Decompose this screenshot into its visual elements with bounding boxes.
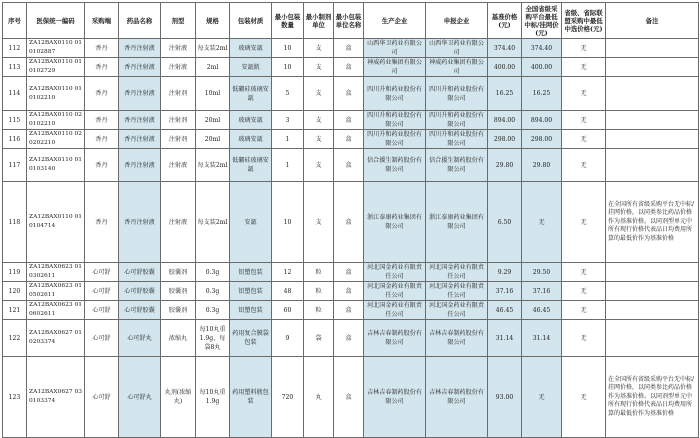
table-row bbox=[3, 301, 699, 320]
header-buyer: 采购端 bbox=[85, 3, 119, 39]
cell-form: 注射剂 bbox=[161, 111, 196, 130]
cell-name: 香丹注射液 bbox=[119, 182, 161, 263]
cell-min-bid: 29.80 bbox=[522, 149, 562, 182]
cell-name: 香丹注射液 bbox=[119, 149, 161, 182]
cell-spec: 每10丸重1.9g，每袋8丸 bbox=[196, 320, 230, 357]
cell-base-price: 46.45 bbox=[488, 301, 522, 320]
cell-base-price: 93.00 bbox=[488, 357, 522, 438]
table-row bbox=[3, 77, 699, 111]
cell-buyer: 香丹 bbox=[85, 39, 119, 58]
cell-mfr: 山西华卫药业有限公司 bbox=[364, 39, 426, 58]
header-mfr: 生产企业 bbox=[364, 3, 426, 39]
cell-pack-unit: 盒 bbox=[334, 111, 364, 130]
cell-qty: 10 bbox=[272, 39, 304, 58]
cell-pack-unit: 盒 bbox=[334, 320, 364, 357]
cell-min-bid: 46.45 bbox=[522, 301, 562, 320]
cell-min-bid: 894.00 bbox=[522, 111, 562, 130]
cell-qty: 3 bbox=[272, 111, 304, 130]
cell-code: ZA12BAX0623 010602611 bbox=[27, 301, 85, 320]
cell-spec: 0.3g bbox=[196, 263, 230, 282]
cell-name: 香丹注射液 bbox=[119, 58, 161, 77]
cell-spec: 0.3g bbox=[196, 282, 230, 301]
cell-buyer: 心可舒 bbox=[85, 263, 119, 282]
cell-name: 心可舒胶囊 bbox=[119, 263, 161, 282]
cell-min-bid: 37.16 bbox=[522, 282, 562, 301]
cell-mfr: 吉林吉春制药股份有限公司 bbox=[364, 357, 426, 438]
cell-unit: 支 bbox=[304, 111, 334, 130]
header-base-price: 基准价格(元) bbox=[488, 3, 522, 39]
cell-qty: 9 bbox=[272, 320, 304, 357]
cell-spec: 每支装2ml bbox=[196, 39, 230, 58]
cell-base-price: 16.25 bbox=[488, 77, 522, 111]
cell-mfr: 河北国金药业有限责任公司 bbox=[364, 263, 426, 282]
cell-qty: 48 bbox=[272, 282, 304, 301]
table-row bbox=[3, 182, 699, 263]
header-qty: 最小包装数量 bbox=[272, 3, 304, 39]
cell-unit: 粒 bbox=[304, 282, 334, 301]
cell-buyer: 香丹 bbox=[85, 130, 119, 149]
cell-name: 香丹注射液 bbox=[119, 130, 161, 149]
cell-qty: 1 bbox=[272, 149, 304, 182]
cell-code: ZA12BAX0627 030103374 bbox=[27, 357, 85, 438]
cell-qty: 10 bbox=[272, 58, 304, 77]
cell-min-alliance: 无 bbox=[562, 182, 606, 263]
cell-seq: 123 bbox=[3, 357, 27, 438]
header-min-bid: 全国省级采购平台最低中标/挂网价(元) bbox=[522, 3, 562, 39]
cell-pack: 低硼硅玻璃安瓿 bbox=[230, 77, 272, 111]
cell-spec: 0.3g bbox=[196, 301, 230, 320]
cell-unit: 支 bbox=[304, 149, 334, 182]
cell-base-price: 298.00 bbox=[488, 130, 522, 149]
cell-mfr: 信合援生制药股份有限公司 bbox=[364, 149, 426, 182]
cell-qty: 60 bbox=[272, 301, 304, 320]
cell-form: 注射液 bbox=[161, 149, 196, 182]
cell-name: 心可舒丸 bbox=[119, 357, 161, 438]
header-pack: 包装材质 bbox=[230, 3, 272, 39]
cell-form: 浓缩丸 bbox=[161, 320, 196, 357]
cell-code: ZA12BAX0110 010102887 bbox=[27, 39, 85, 58]
cell-code: ZA12BAX0623 010502611 bbox=[27, 282, 85, 301]
cell-min-alliance: 无 bbox=[562, 149, 606, 182]
cell-qty: 5 bbox=[272, 77, 304, 111]
cell-pack: 玻璃安瓿 bbox=[230, 111, 272, 130]
cell-min-alliance: 无 bbox=[562, 77, 606, 111]
cell-applicant: 河北国金药业有限责任公司 bbox=[426, 301, 488, 320]
cell-code: ZA12BAX0110 010102210 bbox=[27, 77, 85, 111]
cell-min-alliance: 无 bbox=[562, 39, 606, 58]
cell-note bbox=[606, 320, 699, 357]
cell-spec: 每支装2ml bbox=[196, 182, 230, 263]
table-row bbox=[3, 39, 699, 58]
cell-buyer: 心可舒 bbox=[85, 320, 119, 357]
cell-form: 胶囊剂 bbox=[161, 301, 196, 320]
cell-seq: 121 bbox=[3, 301, 27, 320]
cell-form: 胶囊剂 bbox=[161, 263, 196, 282]
cell-pack: 玻璃安瓿 bbox=[230, 39, 272, 58]
cell-name: 香丹注射液 bbox=[119, 77, 161, 111]
cell-buyer: 香丹 bbox=[85, 182, 119, 263]
cell-seq: 114 bbox=[3, 77, 27, 111]
cell-buyer: 香丹 bbox=[85, 58, 119, 77]
cell-base-price: 31.14 bbox=[488, 320, 522, 357]
cell-pack: 铝塑包装 bbox=[230, 282, 272, 301]
cell-note bbox=[606, 39, 699, 58]
cell-pack: 低硼硅玻璃安瓿 bbox=[230, 149, 272, 182]
cell-form: 注射液 bbox=[161, 182, 196, 263]
cell-buyer: 香丹 bbox=[85, 77, 119, 111]
cell-applicant: 信合援生制药股份有限公司 bbox=[426, 149, 488, 182]
cell-spec: 10ml bbox=[196, 77, 230, 111]
cell-applicant: 浙江泰康药业集团有限公司 bbox=[426, 182, 488, 263]
cell-unit: 丸 bbox=[304, 357, 334, 438]
table-row bbox=[3, 130, 699, 149]
cell-pack-unit: 盒 bbox=[334, 58, 364, 77]
table-row bbox=[3, 111, 699, 130]
cell-note bbox=[606, 111, 699, 130]
cell-seq: 112 bbox=[3, 39, 27, 58]
cell-base-price: 6.50 bbox=[488, 182, 522, 263]
cell-buyer: 心可舒 bbox=[85, 357, 119, 438]
cell-applicant: 神威药业集团有限公司 bbox=[426, 58, 488, 77]
cell-form: 注射液 bbox=[161, 39, 196, 58]
cell-qty: 1 bbox=[272, 130, 304, 149]
cell-unit: 袋 bbox=[304, 320, 334, 357]
header-seq: 序号 bbox=[3, 3, 27, 39]
cell-mfr: 吉林吉春制药股份有限公司 bbox=[364, 320, 426, 357]
cell-min-alliance: 无 bbox=[562, 301, 606, 320]
cell-base-price: 400.00 bbox=[488, 58, 522, 77]
table-row bbox=[3, 320, 699, 357]
cell-name: 心可舒胶囊 bbox=[119, 301, 161, 320]
header-code: 医保统一编码 bbox=[27, 3, 85, 39]
table-body bbox=[3, 39, 699, 438]
cell-min-bid: 无 bbox=[522, 357, 562, 438]
cell-applicant: 山西华卫药业有限公司 bbox=[426, 39, 488, 58]
cell-qty: 720 bbox=[272, 357, 304, 438]
cell-code: ZA12BAX0623 010302611 bbox=[27, 263, 85, 282]
cell-name: 心可舒丸 bbox=[119, 320, 161, 357]
cell-pack: 安瓿 bbox=[230, 182, 272, 263]
cell-pack: 药用复合膜袋包装 bbox=[230, 320, 272, 357]
cell-min-bid: 16.25 bbox=[522, 77, 562, 111]
cell-pack-unit: 盒 bbox=[334, 130, 364, 149]
cell-base-price: 9.29 bbox=[488, 263, 522, 282]
cell-min-bid: 无 bbox=[522, 182, 562, 263]
cell-pack: 药用塑料瓶包装 bbox=[230, 357, 272, 438]
header-note: 备注 bbox=[606, 3, 699, 39]
cell-note: 在全国所有省级采购平台无中标/挂网价格，以同类参比药品价格作为基准价格。以同剂型单元中所有现行价格代表品日均费用所算的最低价作为基准价格 bbox=[606, 182, 699, 263]
cell-buyer: 香丹 bbox=[85, 149, 119, 182]
cell-note bbox=[606, 58, 699, 77]
cell-seq: 113 bbox=[3, 58, 27, 77]
cell-unit: 支 bbox=[304, 130, 334, 149]
cell-pack: 玻璃安瓿 bbox=[230, 130, 272, 149]
cell-unit: 支 bbox=[304, 182, 334, 263]
cell-note bbox=[606, 301, 699, 320]
header-row bbox=[3, 3, 699, 39]
cell-base-price: 37.16 bbox=[488, 282, 522, 301]
cell-note bbox=[606, 149, 699, 182]
cell-min-bid: 298.00 bbox=[522, 130, 562, 149]
cell-min-bid: 29.50 bbox=[522, 263, 562, 282]
cell-form: 胶囊剂 bbox=[161, 282, 196, 301]
cell-code: ZA12BAX0110 010102729 bbox=[27, 58, 85, 77]
cell-unit: 支 bbox=[304, 39, 334, 58]
cell-name: 香丹注射液 bbox=[119, 111, 161, 130]
cell-form: 注射液 bbox=[161, 58, 196, 77]
cell-name: 香丹注射液 bbox=[119, 39, 161, 58]
cell-code: ZA12BAX0110 010104714 bbox=[27, 182, 85, 263]
cell-base-price: 374.40 bbox=[488, 39, 522, 58]
cell-min-alliance: 无 bbox=[562, 357, 606, 438]
cell-name: 心可舒胶囊 bbox=[119, 282, 161, 301]
header-unit: 最小制剂单位 bbox=[304, 3, 334, 39]
cell-min-alliance: 无 bbox=[562, 58, 606, 77]
cell-seq: 119 bbox=[3, 263, 27, 282]
cell-min-alliance: 无 bbox=[562, 130, 606, 149]
cell-pack: 铝塑包装 bbox=[230, 301, 272, 320]
table-row bbox=[3, 263, 699, 282]
cell-spec: 每支装2ml bbox=[196, 149, 230, 182]
cell-form: 注射剂 bbox=[161, 130, 196, 149]
drug-price-table bbox=[2, 2, 699, 438]
cell-note bbox=[606, 263, 699, 282]
cell-pack-unit: 盒 bbox=[334, 149, 364, 182]
cell-min-bid: 374.40 bbox=[522, 39, 562, 58]
cell-pack-unit: 盒 bbox=[334, 263, 364, 282]
cell-base-price: 29.80 bbox=[488, 149, 522, 182]
header-spec: 规格 bbox=[196, 3, 230, 39]
cell-form: 注射剂 bbox=[161, 77, 196, 111]
cell-note bbox=[606, 77, 699, 111]
cell-seq: 115 bbox=[3, 111, 27, 130]
cell-pack-unit: 盒 bbox=[334, 182, 364, 263]
cell-min-bid: 31.14 bbox=[522, 320, 562, 357]
cell-seq: 117 bbox=[3, 149, 27, 182]
cell-min-alliance: 无 bbox=[562, 320, 606, 357]
cell-note bbox=[606, 130, 699, 149]
table-row bbox=[3, 58, 699, 77]
cell-form: 丸剂(浓缩丸) bbox=[161, 357, 196, 438]
header-form: 剂型 bbox=[161, 3, 196, 39]
cell-code: ZA12BAX0110 020102210 bbox=[27, 111, 85, 130]
cell-seq: 118 bbox=[3, 182, 27, 263]
cell-seq: 122 bbox=[3, 320, 27, 357]
cell-applicant: 四川升和药业股份有限公司 bbox=[426, 77, 488, 111]
cell-mfr: 四川升和药业股份有限公司 bbox=[364, 130, 426, 149]
cell-applicant: 河北国金药业有限责任公司 bbox=[426, 263, 488, 282]
cell-buyer: 心可舒 bbox=[85, 282, 119, 301]
cell-unit: 粒 bbox=[304, 263, 334, 282]
cell-unit: 支 bbox=[304, 77, 334, 111]
cell-mfr: 浙江泰康药业集团有限公司 bbox=[364, 182, 426, 263]
cell-applicant: 四川升和药业股份有限公司 bbox=[426, 130, 488, 149]
cell-buyer: 香丹 bbox=[85, 111, 119, 130]
cell-spec: 每10丸重1.9g bbox=[196, 357, 230, 438]
header-min-alliance: 省级、省际联盟采购中最低中选价格(元) bbox=[562, 3, 606, 39]
cell-code: ZA12BAX0110 010103140 bbox=[27, 149, 85, 182]
cell-min-alliance: 无 bbox=[562, 282, 606, 301]
cell-pack-unit: 盒 bbox=[334, 357, 364, 438]
cell-min-alliance: 无 bbox=[562, 111, 606, 130]
cell-pack-unit: 盒 bbox=[334, 301, 364, 320]
cell-code: ZA12BAX0627 010203374 bbox=[27, 320, 85, 357]
cell-qty: 12 bbox=[272, 263, 304, 282]
table-row bbox=[3, 149, 699, 182]
cell-pack-unit: 盒 bbox=[334, 39, 364, 58]
cell-base-price: 894.00 bbox=[488, 111, 522, 130]
cell-min-bid: 400.00 bbox=[522, 58, 562, 77]
header-name: 药品名称 bbox=[119, 3, 161, 39]
cell-pack-unit: 盒 bbox=[334, 77, 364, 111]
cell-applicant: 四川升和药业股份有限公司 bbox=[426, 111, 488, 130]
cell-mfr: 神威药业集团有限公司 bbox=[364, 58, 426, 77]
cell-note: 在全国所有省级采购平台无中标/挂网价格，以同类参比药品价格作为基准价格。以同剂型单元中所有现行价格代表品日均费用所算的最低价作为基准价格 bbox=[606, 357, 699, 438]
cell-mfr: 河北国金药业有限责任公司 bbox=[364, 282, 426, 301]
cell-spec: 2ml bbox=[196, 58, 230, 77]
cell-spec: 20ml bbox=[196, 130, 230, 149]
cell-note bbox=[606, 282, 699, 301]
cell-pack: 安瓿瓶 bbox=[230, 58, 272, 77]
cell-code: ZA12BAX0110 020202210 bbox=[27, 130, 85, 149]
cell-min-alliance: 无 bbox=[562, 263, 606, 282]
cell-spec: 20ml bbox=[196, 111, 230, 130]
cell-mfr: 河北国金药业有限责任公司 bbox=[364, 301, 426, 320]
cell-seq: 120 bbox=[3, 282, 27, 301]
cell-mfr: 四川升和药业股份有限公司 bbox=[364, 77, 426, 111]
cell-unit: 粒 bbox=[304, 301, 334, 320]
cell-qty: 10 bbox=[272, 182, 304, 263]
cell-pack: 铝塑包装 bbox=[230, 263, 272, 282]
table-row bbox=[3, 282, 699, 301]
cell-buyer: 心可舒 bbox=[85, 301, 119, 320]
cell-applicant: 吉林吉春制药股份有限公司 bbox=[426, 320, 488, 357]
cell-pack-unit: 盒 bbox=[334, 282, 364, 301]
cell-seq: 116 bbox=[3, 130, 27, 149]
cell-applicant: 吉林吉春制药股份有限公司 bbox=[426, 357, 488, 438]
header-applicant: 申报企业 bbox=[426, 3, 488, 39]
cell-mfr: 四川升和药业股份有限公司 bbox=[364, 111, 426, 130]
cell-applicant: 河北国金药业有限责任公司 bbox=[426, 282, 488, 301]
cell-unit: 支 bbox=[304, 58, 334, 77]
table-row bbox=[3, 357, 699, 438]
header-pack-unit: 最小包装单位名称 bbox=[334, 3, 364, 39]
